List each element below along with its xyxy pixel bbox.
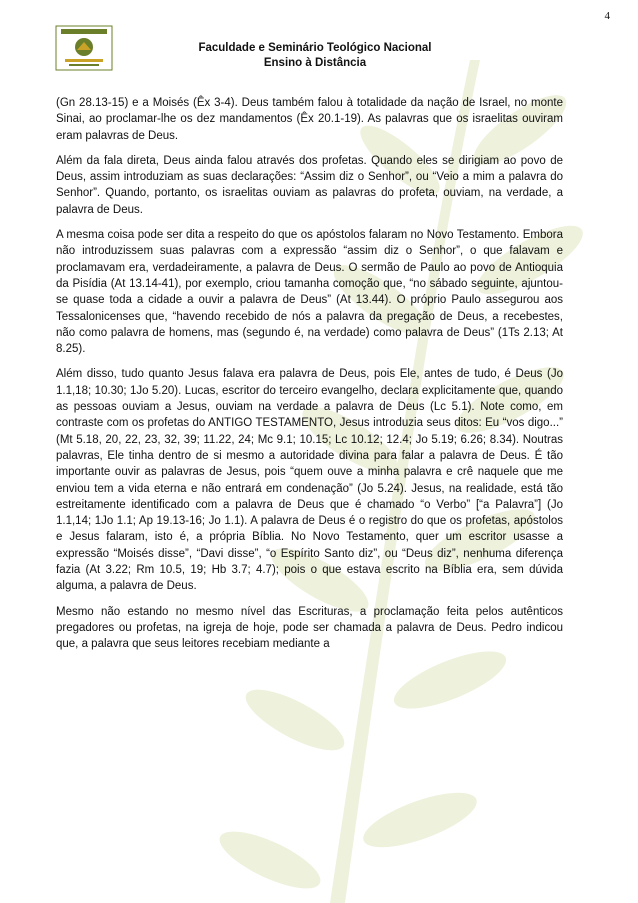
- paragraph-4: Além disso, tudo quanto Jesus falava era palavra de Deus, pois Ele, antes de tudo, é Deus (Jo 1.1,18; 10.30; 1Jo 5.20). Lucas, escritor do terceiro evangelho, declara explicitamente que, quando as pessoas ouviam a Jesus, ouviam na verdade a palavra de Deus (Lc 5.1). Note como, em contraste com os profetas do ANTIGO TESTAMENTO, Jesus introduzia seus ditos: Eu “vos digo...” (Mt 5.18, 20, 22, 23, 32, 39; 11.22, 24; Mc 9.1; 10.15; Lc 10.12; 12.4; Jo 5.19; 6.26; 8.34). Noutras palavras, Ele tinha dentro de si mesmo a autoridade divina para falar a palavra de Deus. É tão importante ouvir as palavras de Jesus, pois “quem ouve a minha palavra e crê naquele que me enviou tem a vida eterna e não entrará em condenação” (Jo 5.24). Jesus, na realidade, está tão estreitamente identificado com a palavra de Deus que é chamado “o Verbo” [“a Palavra”] (Jo 1.1,14; 1Jo 1.1; Ap 19.13-16; Jo 1.1). A palavra de Deus é o registro do que os profetas, apóstolos e Jesus falaram, isto é, a própria Bíblia. No Novo Testamento, quer um escritor usasse a expressão “Moisés disse”, “Davi disse”, “o Espírito Santo diz”, ou “Deus diz”, nenhuma diferença fazia (At 3.22; Rm 10.5, 19; Hb 3.7; 4.7); pois o que estava escrito na Bíblia era, sem dúvida alguma, a palavra de Deus.: [56, 368, 563, 593]
- paragraph-2: Além da fala direta, Deus ainda falou através dos profetas. Quando eles se dirigiam ao povo de Deus, assim introduziam as suas declarações: “Assim diz o Senhor”, ou “Veio a mim a palavra do Senhor”. Quando, portanto, os israelitas ouviam as palavras do profeta, ouviam, na verdade, a palavra de Deus.: [56, 154, 563, 216]
- body-text: [56, 95, 563, 662]
- document-header: [130, 41, 500, 71]
- institution-name: Faculdade e Seminário Teológico Nacional: [198, 42, 432, 54]
- program-name: Ensino à Distância: [263, 57, 367, 69]
- paragraph-5: Mesmo não estando no mesmo nível das Escrituras, a proclamação feita pelos autênticos pregadores ou profetas, na igreja de hoje, pode ser chamada a palavra de Deus. Pedro indicou que, a palavra que seus leitores recebiam mediante a: [56, 605, 563, 651]
- paragraph-1: (Gn 28.13-15) e a Moisés (Êx 3-4). Deus também falou à totalidade da nação de Israel, no monte Sinai, ao proclamar-lhe os dez mandamentos (Êx 20.1-19). As palavras que os israelitas ouviram eram palavras de Deus.: [56, 97, 563, 142]
- page-number: 4: [604, 10, 610, 22]
- seminary-logo: [55, 25, 113, 71]
- paragraph-3: A mesma coisa pode ser dita a respeito do que os apóstolos falaram no Novo Testamento. Embora não introduzissem suas palavras com a expressão “assim diz o Senhor”, o que falavam e proclamavam era, verdadeiramente, a palavra de Deus. O sermão de Paulo ao povo de Antioquia da Pisídia (At 13.14-41), por exemplo, criou tamanha comoção que, “no sábado seguinte, ajuntou-se quase toda a cidade a ouvir a palavra de Deus” (At 13.44). O próprio Paulo assegurou aos Tessalonicenses que, “havendo recebido de nós a palavra da pregação de Deus, a recebestes, não como palavra de homens, mas (segundo é, na verdade) como palavra de Deus” (1Ts 2.13; At 8.25).: [56, 229, 563, 356]
